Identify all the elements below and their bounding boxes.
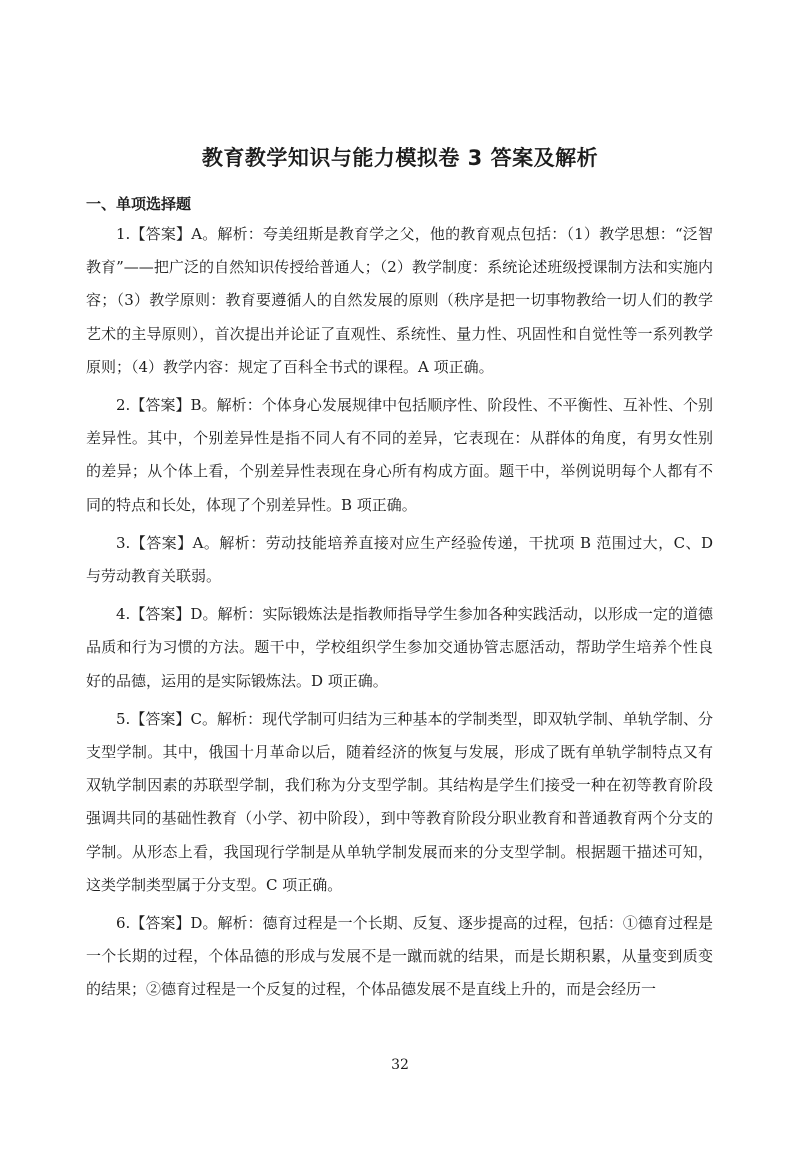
answer-paragraph-5: 5.【答案】C。解析：现代学制可归结为三种基本的学制类型，即双轨学制、单轨学制、分支型学制。其中，俄国十月革命以后，随着经济的恢复与发展，形成了既有单轨学制特点又有双轨学制因素的苏联型学制，我们称为分支型学制。其结构是学生们接受一种在初等教育阶段强调共同的基础性教育（小学、初中阶段），到中等教育阶段分职业教育和普通教育两个分支的学制。从形态上看，我国现行学制是从单轨学制发展而来的分支型学制。根据题干描述可知，这类学制类型属于分支型。C 项正确。 — [86, 709, 713, 894]
answer-paragraph-6: 6.【答案】D。解析：德育过程是一个长期、反复、逐步提高的过程，包括：①德育过程是一个长期的过程，个体品德的形成与发展不是一蹴而就的结果，而是长期积累，从量变到质变的结果；②德育过程是一个反复的过程，个体品德发展不是直线上升的，而是会经历一 — [86, 914, 713, 999]
section-heading: 一、单项选择题 — [86, 195, 192, 213]
answer-paragraph-4: 4.【答案】D。解析：实际锻炼法是指教师指导学生参加各种实践活动，以形成一定的道德品质和行为习惯的方法。题干中，学校组织学生参加交通协管志愿活动，帮助学生培养个性良好的品德，运用的是实际锻炼法。D 项正确。 — [86, 605, 713, 690]
answer-paragraph-3: 3.【答案】A。解析：劳动技能培养直接对应生产经验传递，干扰项 B 范围过大，C、D 与劳动教育关联弱。 — [86, 533, 713, 586]
answer-paragraph-2: 2.【答案】B。解析：个体身心发展规律中包括顺序性、阶段性、不平衡性、互补性、个别差异性。其中，个别差异性是指不同人有不同的差异，它表现在：从群体的角度，有男女性别的差异；从个体上看，个别差异性表现在身心所有构成方面。题干中，举例说明每个人都有不同的特点和长处，体现了个别差异性。B 项正确。 — [86, 396, 713, 514]
answer-paragraph-1: 1.【答案】A。解析：夸美纽斯是教育学之父，他的教育观点包括：（1）教学思想：“泛智教育”——把广泛的自然知识传授给普通人；（2）教学制度：系统论述班级授课制方法和实施内容；（3）教学原则：教育要遵循人的自然发展的原则（秩序是把一切事物教给一切人们的教学艺术的主导原则），首次提出并论证了直观性、系统性、量力性、巩固性和自觉性等一系列教学原则；（4）教学内容：规定了百科全书式的课程。A 项正确。 — [86, 225, 713, 376]
answer-list — [86, 218, 713, 1012]
page-number: 32 — [391, 1057, 409, 1073]
document-title: 教育教学知识与能力模拟卷 3 答案及解析 — [201, 146, 599, 170]
